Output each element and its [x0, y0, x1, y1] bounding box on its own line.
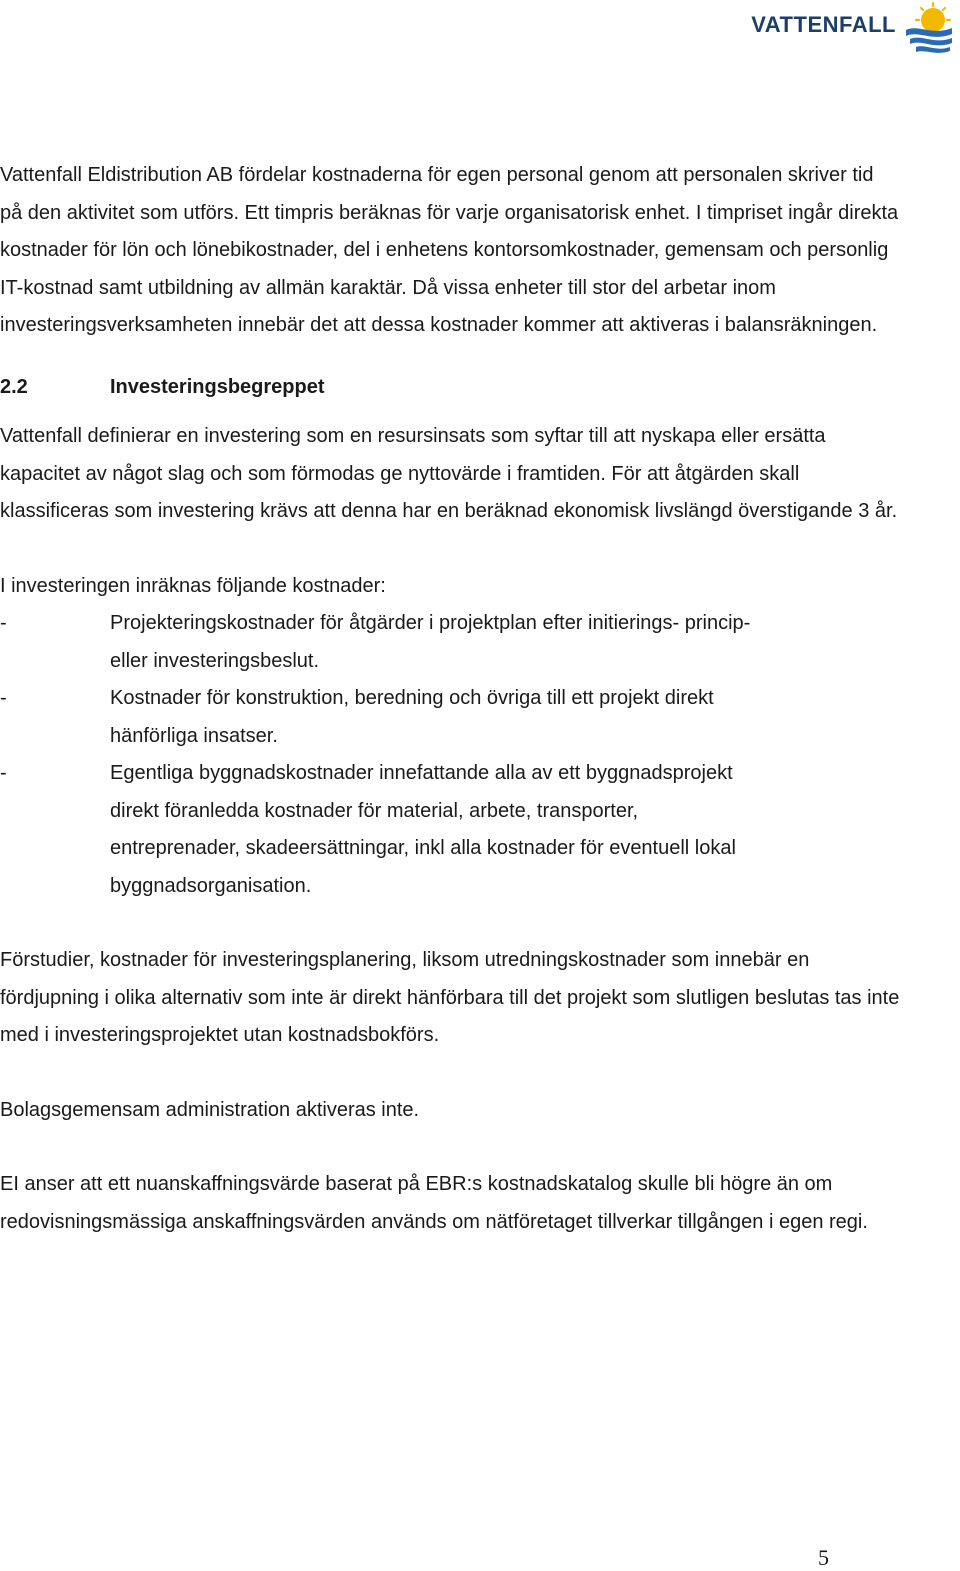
list-marker: - [0, 687, 7, 709]
paragraph-ei-opinion: EI anser att ett nuanskaffningsvärde baserat på EBR:s kostnadskatalog skulle bli högre än om redovisningsmässiga anskaffningsvärden används om nätföretaget tillverkar tillgången i egen regi. [0, 1173, 868, 1233]
logo-wordmark: VATTENFALL [751, 12, 896, 37]
list-item [0, 680, 900, 755]
list-marker: - [0, 612, 7, 634]
list-item [0, 755, 900, 905]
vattenfall-logo-icon [902, 2, 956, 56]
list-marker: - [0, 762, 7, 784]
list-item-text: Kostnader för konstruktion, beredning och övriga till ett projekt direkt hänförliga insatser. [110, 687, 714, 747]
list-intro: I investeringen inräknas följande kostnader: [0, 574, 386, 597]
page-header [700, 0, 960, 60]
section-heading [0, 369, 900, 407]
paragraph-administration: Bolagsgemensam administration aktiveras inte. [0, 1098, 420, 1121]
paragraph-prestudies: Förstudier, kostnader för investeringsplanering, liksom utredningskostnader som innebär en fördjupning i olika alternativ som inte är direkt hänförbara till det projekt som slutligen beslutas tas inte med i investeringsprojektet utan kostnadsbokförs. [0, 949, 900, 1046]
list-item [0, 605, 900, 680]
paragraph-cost-allocation: Vattenfall Eldistribution AB fördelar kostnaderna för egen personal genom att personalen skriver tid på den aktivitet som utförs. Ett timpris beräknas för varje organisatorisk enhet. I timpriset ingår direkta kostnader för lön och lönebikostnader, del i enhetens kontorsomkostnader, gemensam och personlig IT-kostnad samt utbildning av allmän karaktär. Då vissa enheter till stor del arbetar inom investeringsverksamheten innebär det att dessa kostnader kommer att aktiveras i balansräkningen. [0, 164, 899, 336]
document-body [0, 157, 900, 1241]
paragraph-investment-definition: Vattenfall definierar en investering som en resursinsats som syftar till att nyskapa eller ersätta kapacitet av något slag och som förmodas ge nyttovärde i framtiden. För att åtgärden skall klassificeras som investering krävs att denna har en beräknad ekonomisk livslängd överstigande 3 år. [0, 425, 898, 522]
list-item-text: Egentliga byggnadskostnader innefattande alla av ett byggnadsprojekt direkt föranledda kostnader för material, arbete, transporter, entreprenader, skadeersättningar, inkl alla kostnader för eventuell lokal byggnadsorganisation. [110, 762, 736, 897]
section-number: 2.2 [0, 375, 28, 398]
page-number: 5 [818, 1545, 829, 1570]
list-item-text: Projekteringskostnader för åtgärder i projektplan efter initierings- princip- eller investeringsbeslut. [110, 612, 751, 672]
section-title: Investeringsbegreppet [110, 375, 325, 398]
